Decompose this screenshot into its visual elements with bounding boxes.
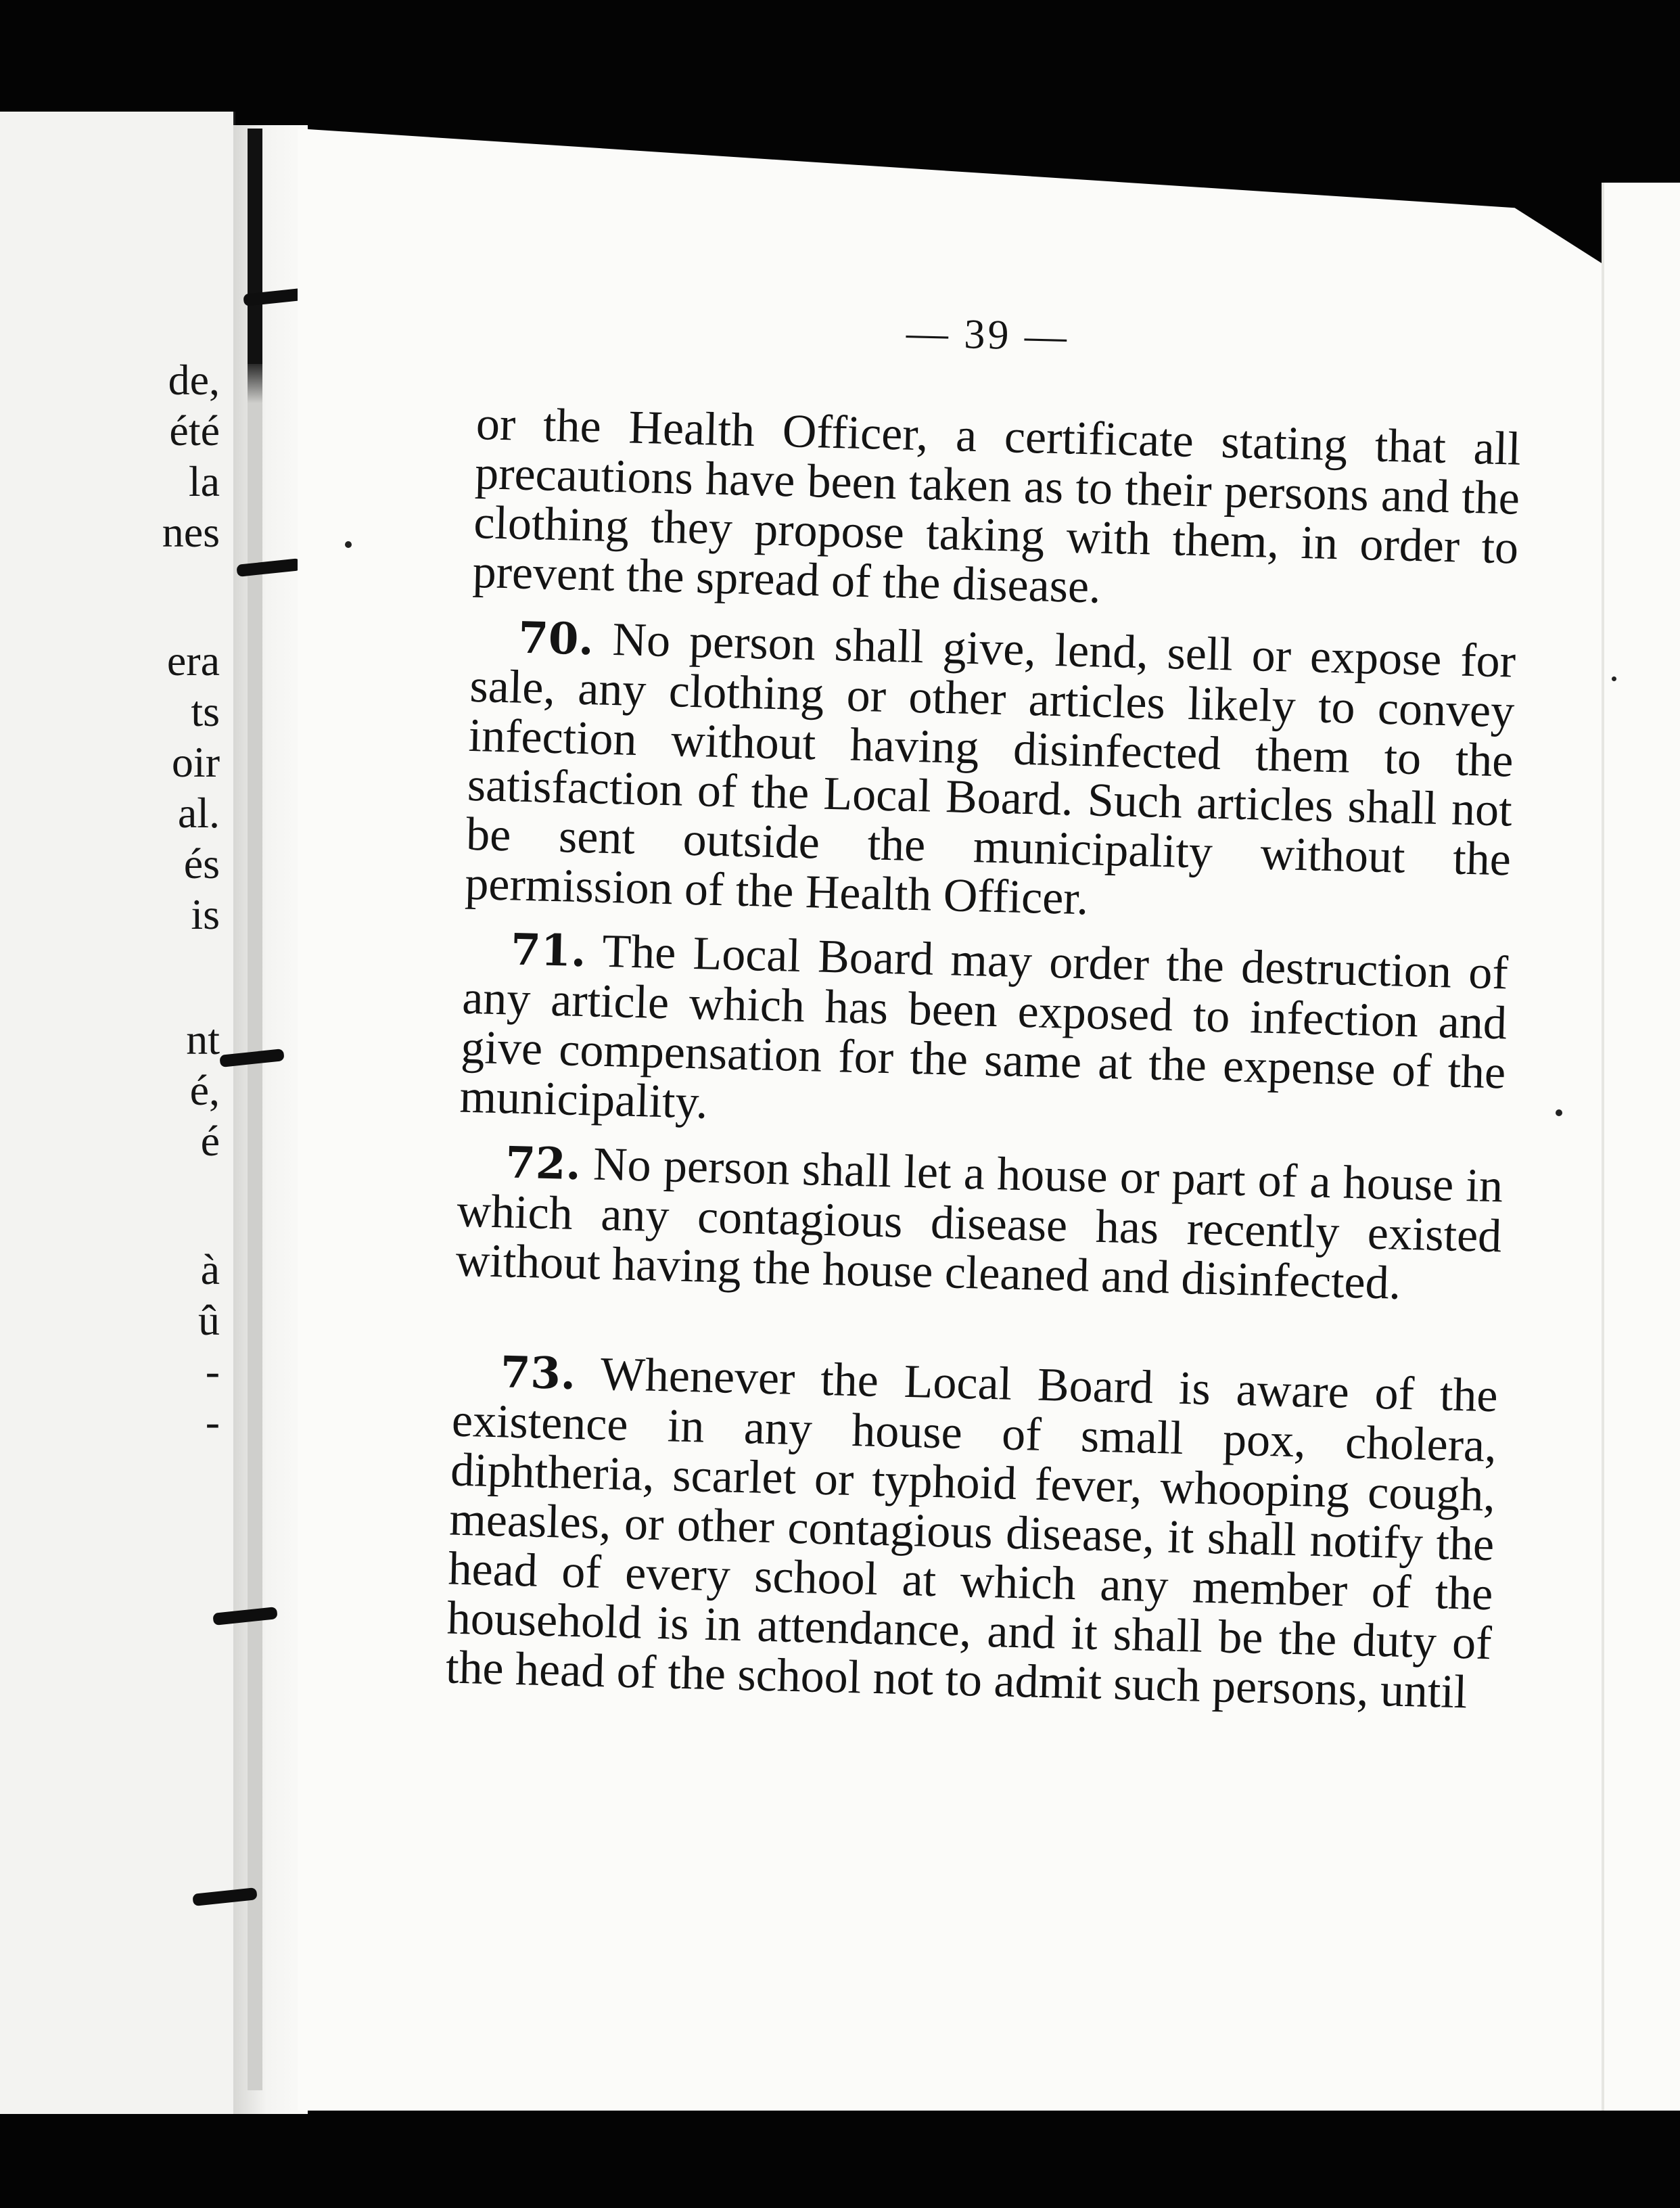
left-fragment: ts xyxy=(191,687,220,735)
scan-speck xyxy=(1556,1109,1562,1116)
left-fragment: al. xyxy=(177,789,220,837)
left-fragment: era xyxy=(166,637,220,685)
left-fragment: és xyxy=(183,840,220,888)
binding-thread xyxy=(248,129,262,2090)
left-fragment: à xyxy=(200,1245,220,1293)
article-text: No person shall let a house or part of a house in which any contagious disease has recently existed without having the house cleaned and disinfected. xyxy=(454,1138,1503,1310)
article-number: 72. xyxy=(505,1137,582,1191)
page-edge xyxy=(1602,183,1680,2111)
book-gutter xyxy=(233,125,308,2114)
article-72 xyxy=(455,1136,1503,1311)
article-71 xyxy=(459,923,1509,1147)
document-body xyxy=(445,399,1522,1732)
page-number: — 39 — xyxy=(906,310,1070,360)
article-number: 70. xyxy=(517,612,594,666)
left-fragment: é, xyxy=(189,1066,220,1114)
left-fragment: é xyxy=(200,1117,220,1165)
left-fragment: été xyxy=(169,407,220,455)
left-fragment: la xyxy=(188,457,220,505)
article-number: 73. xyxy=(499,1347,577,1400)
article-70 xyxy=(465,612,1516,934)
left-facing-page xyxy=(0,112,235,2114)
left-fragment: de, xyxy=(168,356,220,404)
article-text: Whenever the Local Board is aware of the existence in any house of small pox, cholera, diphtheria, scarlet or typhoid fever, whooping cough, measles, or other contagious disease, it shall notify the head of every school at which any member of the household is in attendance, and it shall be the duty of the head of the school not to admit such persons, until xyxy=(445,1348,1499,1719)
left-fragment: - xyxy=(205,1398,220,1446)
left-fragment: is xyxy=(191,890,220,938)
article-number: 71. xyxy=(510,924,587,978)
opening-paragraph: or the Health Officer, a certificate stating that all precautions have been taken as to their persons and the clothing they propose taking with them, in order to prevent the spread of the disease. xyxy=(471,398,1522,614)
left-fragment: nt xyxy=(186,1015,220,1063)
left-fragment: û xyxy=(198,1296,220,1344)
article-text: The Local Board may order the destruction of any article which has been exposed to infection and give compensation for the same at the expense of the municipality. xyxy=(459,925,1509,1129)
scan-speck xyxy=(1612,676,1616,681)
scan-speck xyxy=(345,541,352,548)
article-text: No person shall give, lend, sell or expose for sale, any clothing or other articles likely to convey infection without having disinfected them to the satisfaction of the Local Board. Such articles shall not be sent outside the municipality without the permission of the Health Officer. xyxy=(464,614,1516,925)
left-fragment: oir xyxy=(171,738,220,786)
left-fragment: nes xyxy=(162,508,220,556)
article-73 xyxy=(445,1346,1498,1718)
left-fragment: - xyxy=(205,1347,220,1395)
